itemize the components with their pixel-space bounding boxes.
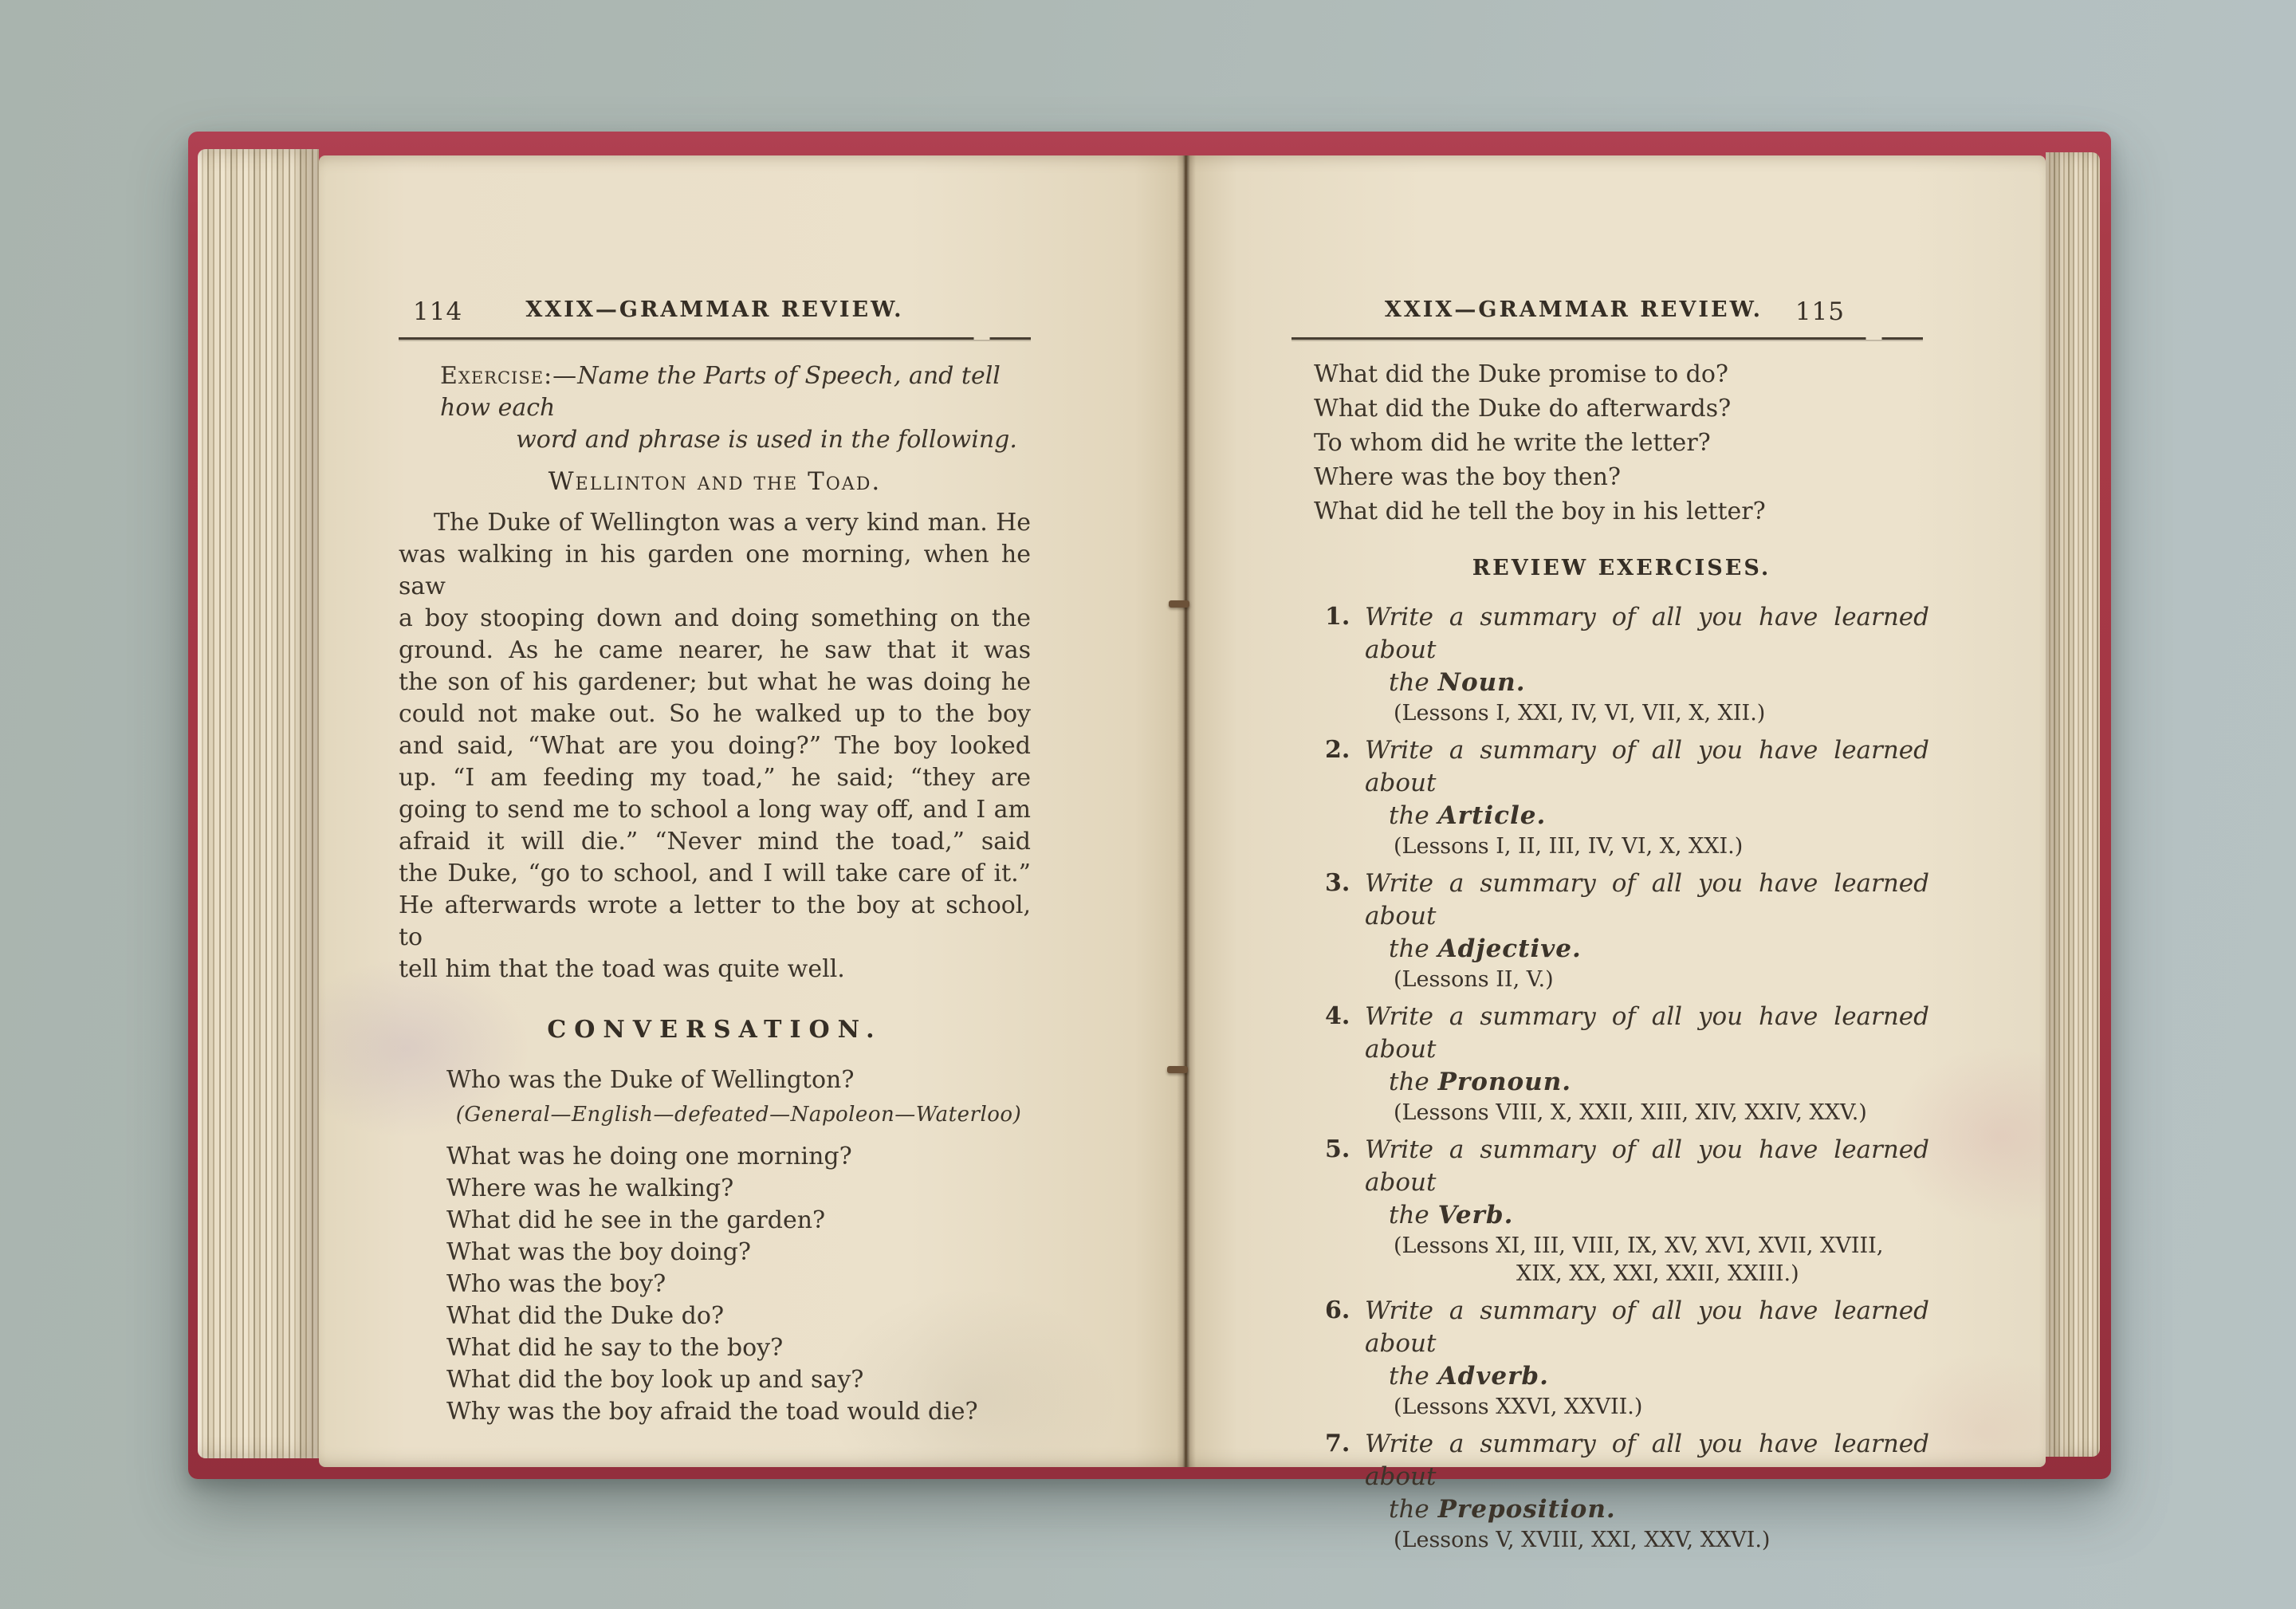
- story-line: was walking in his garden one morning, when he saw: [399, 541, 1031, 600]
- review-item-number: 5.: [1325, 1135, 1350, 1163]
- running-head-left: XXIX—GRAMMAR REVIEW.: [525, 297, 904, 322]
- page-stack-left: [198, 149, 319, 1458]
- story-line: the Duke, “go to school, and I will take care of it.”: [399, 860, 1031, 887]
- review-item: [1325, 1134, 1929, 1288]
- story-line: a boy stooping down and doing something on the: [399, 604, 1031, 632]
- subject-lead: the: [1389, 1068, 1429, 1096]
- left-page-header: [399, 297, 1031, 326]
- subject-term: Preposition.: [1437, 1495, 1616, 1524]
- conversation-question: What did he see in the garden?: [446, 1206, 826, 1234]
- review-item-subject: [1365, 667, 1929, 699]
- running-head-right: XXIX—GRAMMAR REVIEW.: [1384, 297, 1763, 322]
- conversation-question: What was he doing one morning?: [446, 1143, 852, 1170]
- review-item-text: Write a summary of all you have learned about: [1365, 736, 1929, 797]
- exercise-text-line2: word and phrase is used in the following.: [516, 426, 1017, 454]
- conversation-hint: (General—English—defeated—Napoleon—Waterloo): [455, 1103, 1022, 1127]
- question: What did the Duke promise to do?: [1314, 360, 1729, 388]
- conversation-question: What did the Duke do?: [446, 1302, 725, 1330]
- review-item-number: 3.: [1325, 869, 1350, 897]
- subject-lead: the: [1389, 934, 1429, 963]
- review-item-text: Write a summary of all you have learned about: [1365, 1135, 1929, 1197]
- conversation-question: What was the boy doing?: [446, 1238, 752, 1266]
- subject-lead: the: [1389, 801, 1429, 830]
- conversation-question: Why was the boy afraid the toad would die?: [446, 1398, 978, 1426]
- story-line: afraid it will die.” “Never mind the toad,” said: [399, 828, 1031, 856]
- story-paragraph: [399, 507, 1031, 985]
- conversation-heading: CONVERSATION.: [547, 1016, 883, 1044]
- story-line: The Duke of Wellington was a very kind man. He: [434, 509, 1031, 537]
- conversation-question: Who was the boy?: [446, 1270, 666, 1298]
- review-item-lessons-cont: XIX, XX, XXI, XXII, XXIII.): [1516, 1261, 1799, 1286]
- review-item-lessons: (Lessons I, II, III, IV, VI, X, XXI.): [1394, 834, 1744, 859]
- subject-lead: the: [1389, 668, 1429, 697]
- question: To whom did he write the letter?: [1314, 429, 1711, 457]
- subject-lead: the: [1389, 1362, 1429, 1391]
- review-item-number: 2.: [1325, 736, 1350, 764]
- review-item-number: 1.: [1325, 603, 1350, 631]
- review-item-subject: [1365, 1360, 1929, 1393]
- question: What did the Duke do afterwards?: [1314, 395, 1732, 423]
- header-rule-right: [1292, 337, 1923, 340]
- exercise-instruction: [399, 360, 1031, 424]
- page-number-left: 114: [413, 297, 463, 326]
- review-item-subject: [1365, 933, 1929, 966]
- question: What did he tell the boy in his letter?: [1314, 498, 1766, 525]
- story-line: ground. As he came nearer, he saw that it was: [399, 636, 1031, 664]
- review-item-lessons: (Lessons V, XVIII, XXI, XXV, XXVI.): [1394, 1528, 1771, 1552]
- review-item-lessons: (Lessons I, XXI, IV, VI, VII, X, XII.): [1394, 701, 1766, 726]
- review-exercises-heading: REVIEW EXERCISES.: [1472, 556, 1771, 580]
- review-item-text: Write a summary of all you have learned about: [1365, 1430, 1929, 1491]
- review-item-number: 7.: [1325, 1430, 1350, 1458]
- story-line: He afterwards wrote a letter to the boy at school, to: [399, 891, 1031, 951]
- left-page: [319, 155, 1186, 1467]
- subject-term: Article.: [1437, 801, 1547, 830]
- review-item: [1325, 1295, 1929, 1421]
- subject-term: Adverb.: [1437, 1362, 1549, 1391]
- review-item-lessons: (Lessons XXVI, XXVII.): [1394, 1395, 1643, 1419]
- review-item-lessons: (Lessons VIII, X, XXII, XIII, XIV, XXIV, XXV.): [1394, 1100, 1867, 1125]
- conversation-question: Who was the Duke of Wellington?: [446, 1066, 855, 1094]
- review-item-subject: [1365, 800, 1929, 832]
- subject-term: Noun.: [1437, 668, 1526, 697]
- story-line: and said, “What are you doing?” The boy looked: [399, 732, 1031, 760]
- review-item-subject: [1365, 1066, 1929, 1099]
- conversation-question: Where was he walking?: [446, 1174, 734, 1202]
- review-item-text: Write a summary of all you have learned about: [1365, 869, 1929, 930]
- review-item-text: Write a summary of all you have learned about: [1365, 1296, 1929, 1358]
- review-exercise-list: [1325, 601, 1929, 1554]
- review-item-number: 4.: [1325, 1002, 1350, 1030]
- question-list: [1314, 357, 1929, 529]
- exercise-label: Exercise:—: [440, 362, 578, 390]
- gutter-binding-line: [1185, 155, 1187, 1467]
- story-line: the son of his gardener; but what he was doing he: [399, 668, 1031, 696]
- right-page-header: [1314, 297, 1929, 326]
- review-item: [1325, 1001, 1929, 1127]
- exercise-text-line1: Name the Parts of Speech, and tell how each: [440, 362, 1001, 422]
- review-item: [1325, 867, 1929, 993]
- review-item: [1325, 601, 1929, 727]
- review-item-subject: [1365, 1199, 1929, 1232]
- review-item: [1325, 734, 1929, 860]
- binding-stitch: [1167, 1066, 1188, 1073]
- story-line: going to send me to school a long way off, and I am: [399, 796, 1031, 824]
- review-item-lessons: (Lessons XI, III, VIII, IX, XV, XVI, XVII, XVIII,: [1394, 1233, 1884, 1258]
- page-number-right: 115: [1795, 297, 1845, 326]
- conversation-question: What did he say to the boy?: [446, 1334, 784, 1362]
- subject-term: Adjective.: [1437, 934, 1582, 963]
- review-item-lessons: (Lessons II, V.): [1394, 967, 1554, 992]
- subject-term: Verb.: [1437, 1201, 1514, 1229]
- binding-stitch: [1169, 600, 1189, 608]
- subject-lead: the: [1389, 1495, 1429, 1524]
- header-rule-left: [399, 337, 1031, 340]
- story-line: could not make out. So he walked up to the boy: [399, 700, 1031, 728]
- conversation-question-list: [399, 1141, 1031, 1428]
- review-item-number: 6.: [1325, 1296, 1350, 1324]
- page-stack-right: [2046, 152, 2100, 1457]
- subject-term: Pronoun.: [1437, 1068, 1572, 1096]
- review-item-subject: [1365, 1493, 1929, 1526]
- story-line: tell him that the toad was quite well.: [399, 955, 845, 983]
- review-item-text: Write a summary of all you have learned about: [1365, 603, 1929, 664]
- question: Where was the boy then?: [1314, 463, 1621, 491]
- story-title: Wellinton and the Toad.: [548, 467, 882, 496]
- subject-lead: the: [1389, 1201, 1429, 1229]
- right-page: [1186, 155, 2046, 1552]
- story-line: up. “I am feeding my toad,” he said; “they are: [399, 764, 1031, 792]
- book-cover: [188, 132, 2111, 1552]
- review-item: [1325, 1428, 1929, 1554]
- review-item-text: Write a summary of all you have learned about: [1365, 1002, 1929, 1064]
- conversation-question: What did the boy look up and say?: [446, 1366, 864, 1394]
